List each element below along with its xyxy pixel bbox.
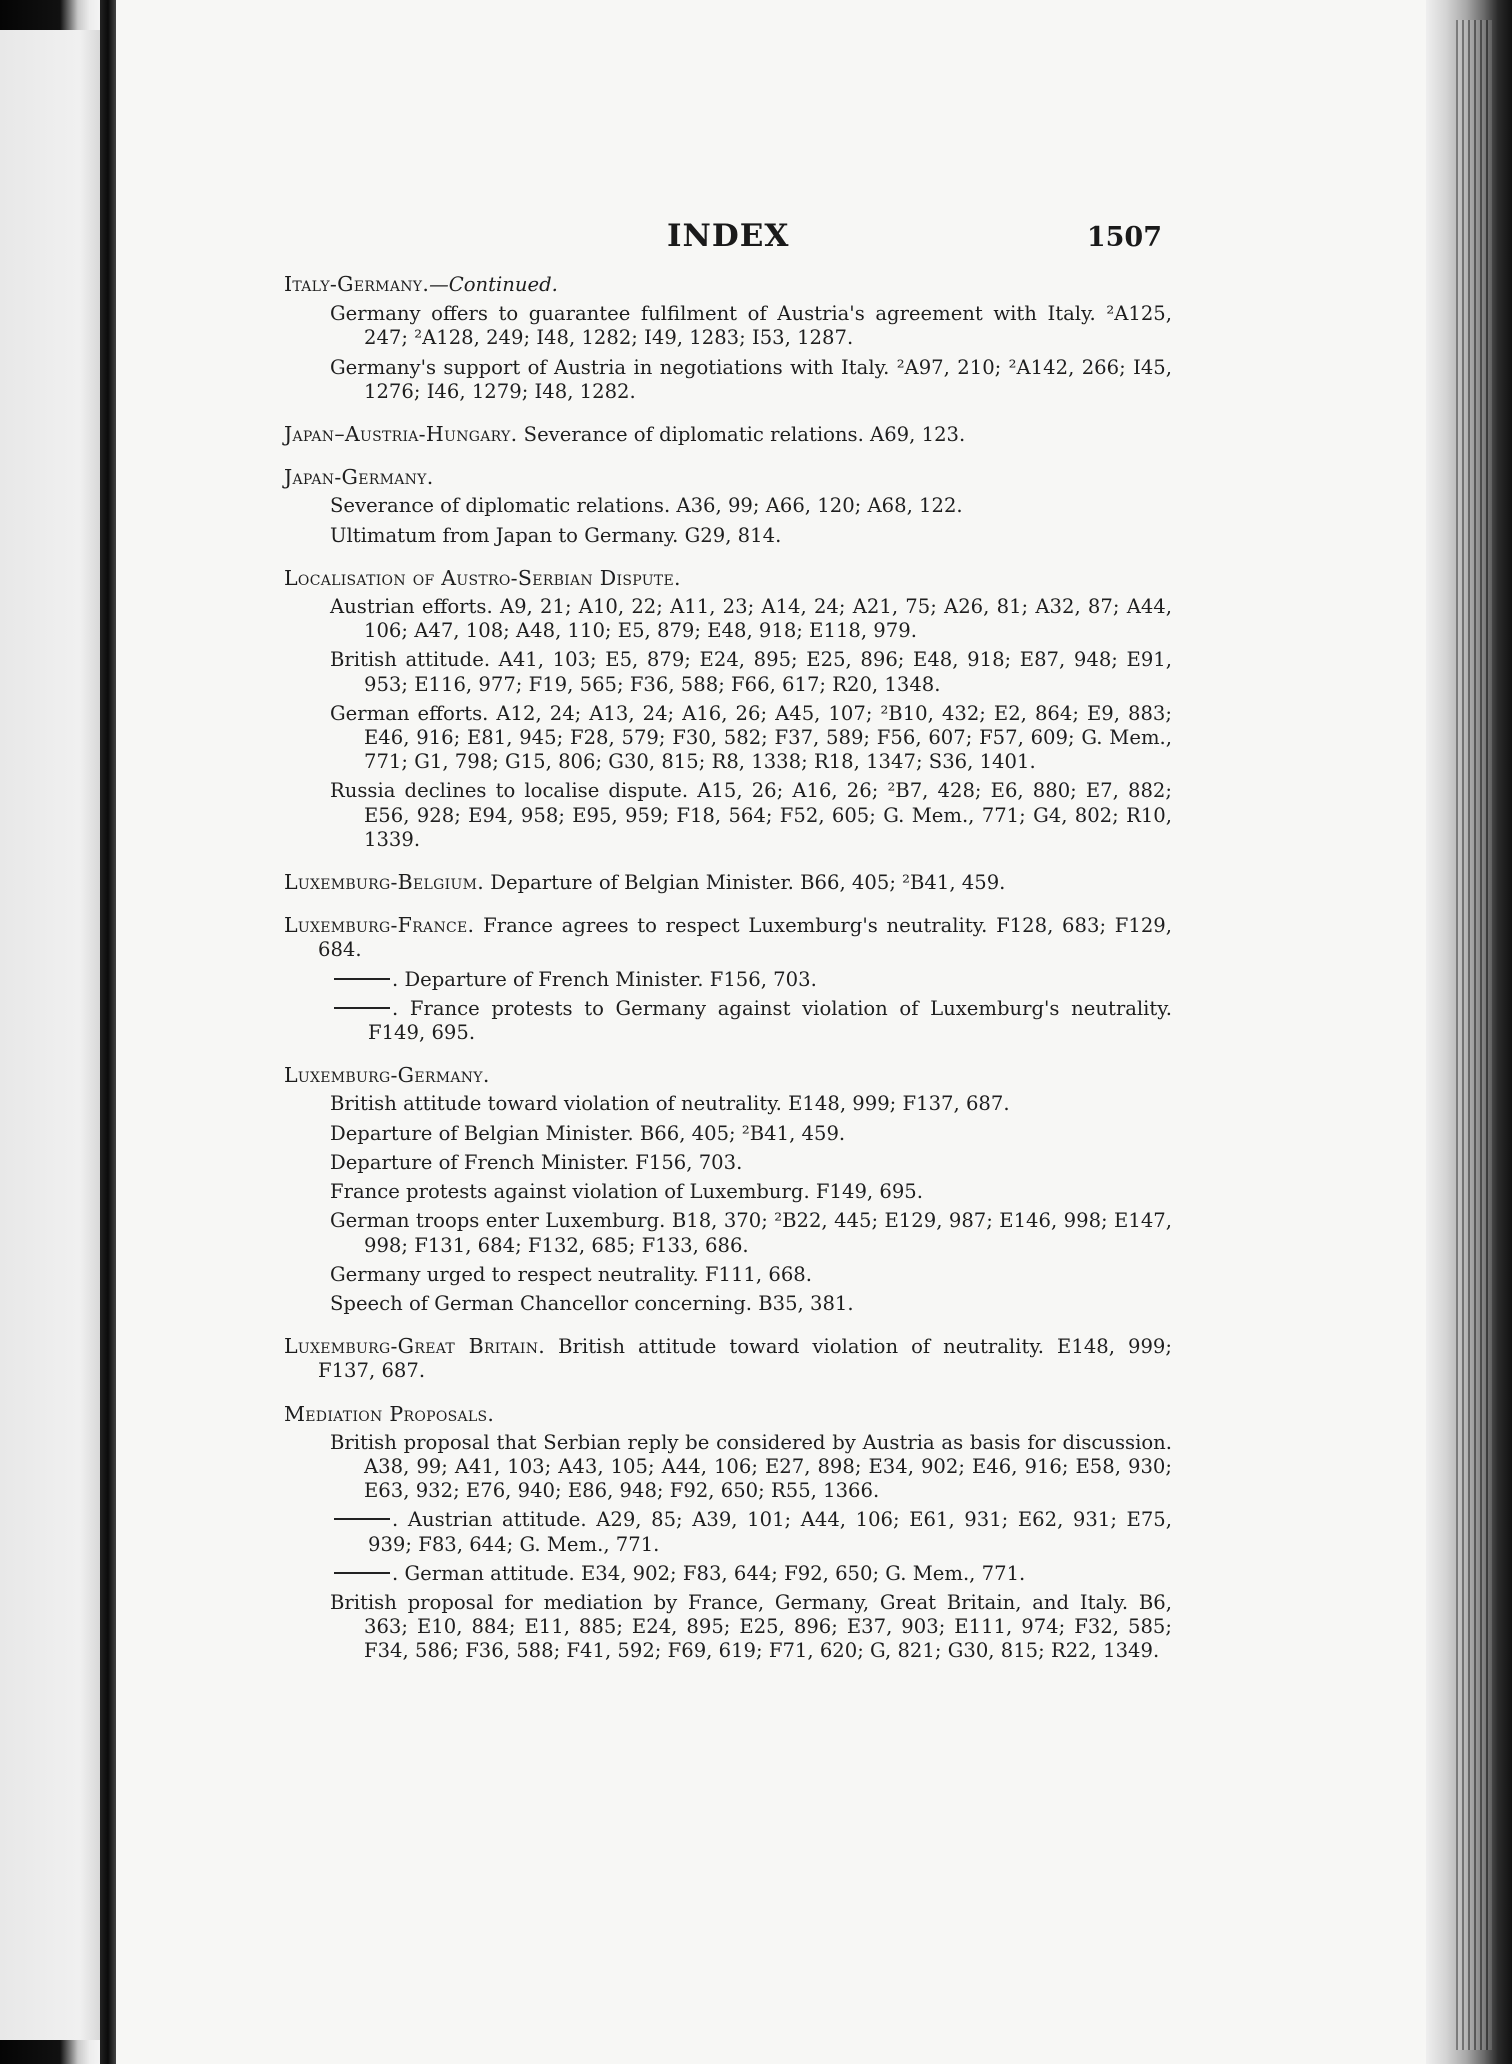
page-number: 1507 [1086, 222, 1162, 253]
repeat-dash [334, 978, 390, 980]
index-entry-luxemburg-belgium [284, 870, 1172, 895]
index-entry-japan-austria-hungary [284, 422, 1172, 447]
sub-entry: Germany urged to respect neutrality. F111, 668. [330, 1262, 812, 1286]
entry-heading: Luxemburg-Great Britain. [284, 1334, 546, 1359]
entry-heading: Italy-Germany. [284, 272, 430, 296]
dash-sub-entry [334, 1508, 1172, 1556]
dash-sub-entry [334, 997, 1172, 1045]
entry-heading-line [284, 913, 1172, 962]
dash-sub-entry [334, 1562, 1172, 1586]
sub-entry-text: . German attitude. E34, 902; F83, 644; F92, 650; G. Mem., 771. [392, 1561, 1026, 1585]
repeat-dash [334, 1007, 390, 1009]
entry-heading: Localisation of Austro-Serbian Dispute. [284, 565, 681, 590]
page-title: INDEX [667, 218, 790, 254]
dash-sub-entry [334, 968, 1172, 992]
entry-text: Departure of Belgian Minister. B66, 405; ²B41, 459. [490, 871, 1006, 895]
sub-entry: Departure of French Minister. F156, 703. [330, 1150, 743, 1174]
sub-entry: Speech of German Chancellor concerning. B35, 381. [330, 1291, 854, 1315]
sub-entry: British proposal for mediation by France, Germany, Great Britain, and Italy. B6, 363; E10, 884; E11, 885; E24, 895; E25, 896; E37, 903; E111, 974; F32, 585; F34, 586; F36, 588; F41, 592; F69, 619; F71, 620; G, 821; G30, 815; R22, 1349. [330, 1590, 1172, 1663]
sub-entry: German troops enter Luxemburg. B18, 370; ²B22, 445; E129, 987; E146, 998; E147, 998; F131, 684; F132, 685; F133, 686. [330, 1209, 1172, 1257]
sub-entry: German efforts. A12, 24; A13, 24; A16, 26; A45, 107; ²B10, 432; E2, 864; E9, 883; E46, 916; E81, 945; F28, 579; F30, 582; F37, 589; F56, 607; F57, 609; G. Mem., 771; G1, 798; G15, 806; G30, 815; R8, 1338; R18, 1347; S36, 1401. [330, 701, 1172, 774]
right-page-edge [1426, 0, 1512, 2064]
facing-page-strip [0, 30, 100, 2040]
repeat-dash [334, 1518, 390, 1520]
repeat-dash [334, 1572, 390, 1574]
index-entry-luxemburg-france [284, 913, 1172, 1045]
entry-text: Severance of diplomatic relations. A69, 123. [523, 423, 966, 447]
index-entry-mediation-proposals [284, 1402, 1172, 1664]
entry-text: France agrees to respect Luxemburg's neutrality. F128, 683; F129, 684. [318, 914, 1173, 962]
running-header [667, 218, 1162, 254]
entry-heading: Japan–Austria-Hungary. [284, 422, 518, 447]
index-entry-luxemburg-germany [284, 1063, 1172, 1316]
entry-heading: Luxemburg-Belgium. [284, 870, 485, 895]
entry-heading: Luxemburg-Germany. [284, 1063, 490, 1088]
sub-entry: Austrian efforts. A9, 21; A10, 22; A11, 23; A14, 24; A21, 75; A26, 81; A32, 87; A44, 106; A47, 108; A48, 110; E5, 879; E48, 918; E118, 979. [330, 595, 1172, 643]
sub-entry: Germany's support of Austria in negotiations with Italy. ²A97, 210; ²A142, 266; I45, 1276; I46, 1279; I48, 1282. [330, 355, 1172, 403]
sub-entry: British attitude toward violation of neutrality. E148, 999; F137, 687. [330, 1092, 1010, 1116]
sub-entry: Departure of Belgian Minister. B66, 405; ²B41, 459. [330, 1121, 846, 1145]
sub-entry-text: . Departure of French Minister. F156, 703. [392, 967, 817, 991]
sub-entry: Germany offers to guarantee fulfilment of Austria's agreement with Italy. ²A125, 247; ²A128, 249; I48, 1282; I49, 1283; I53, 1287. [330, 302, 1172, 350]
sub-entry: British attitude. A41, 103; E5, 879; E24, 895; E25, 896; E48, 918; E87, 948; E91, 953; E116, 977; F19, 565; F36, 588; F66, 617; R20, 1348. [330, 648, 1172, 696]
entry-text: British attitude toward violation of neutrality. E148, 999; F137, 687. [318, 1335, 1172, 1383]
index-entry-localisation [284, 566, 1172, 852]
index-content [284, 272, 1172, 1682]
entry-heading: Luxemburg-France. [284, 913, 475, 938]
sub-entry-text: . Austrian attitude. A29, 85; A39, 101; A44, 106; E61, 931; E62, 931; E75, 939; F83, 644; G. Mem., 771. [368, 1508, 1172, 1556]
index-entry-japan-germany [284, 465, 1172, 548]
entry-heading: Mediation Proposals. [284, 1401, 495, 1426]
sub-entry: Russia declines to localise dispute. A15, 26; A16, 26; ²B7, 428; E6, 880; E7, 882; E56, 928; E94, 958; E95, 959; F18, 564; F52, 605; G. Mem., 771; G4, 802; R10, 1339. [330, 779, 1172, 851]
index-entry-luxemburg-great-britain [284, 1334, 1172, 1383]
sub-entry: Ultimatum from Japan to Germany. G29, 814. [330, 523, 782, 547]
sub-entry: France protests against violation of Luxemburg. F149, 695. [330, 1180, 923, 1204]
entry-heading: Japan-Germany. [284, 465, 434, 490]
sub-entry-text: . France protests to Germany against violation of Luxemburg's neutrality. F149, 695. [368, 996, 1172, 1045]
sub-entry: Severance of diplomatic relations. A36, 99; A66, 120; A68, 122. [330, 494, 963, 518]
entry-heading-line [284, 272, 1172, 297]
continued-label: —Continued. [429, 273, 558, 296]
index-entry-italy-germany [284, 272, 1172, 404]
book-gutter [100, 0, 116, 2064]
sub-entry: British proposal that Serbian reply be considered by Austria as basis for discussion. A38, 99; A41, 103; A43, 105; A44, 106; E27, 898; E34, 902; E46, 916; E58, 930; E63, 932; E76, 940; E86, 948; F92, 650; R55, 1366. [330, 1430, 1172, 1503]
